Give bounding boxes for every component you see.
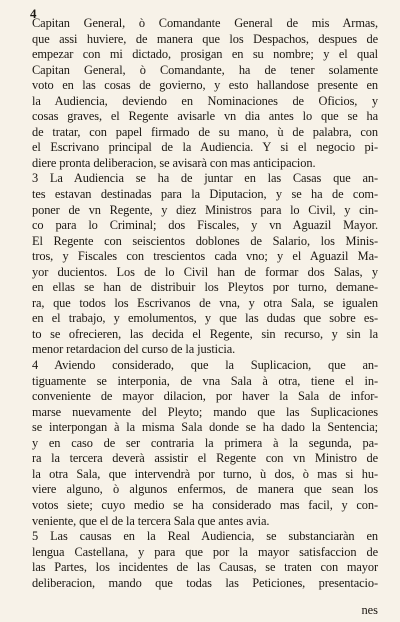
- text-line: 5 Las causas en la Real Audiencia, se substanciaràn en: [32, 529, 378, 544]
- text-line: lengua Castellana, y para que por la mayor satisfaccion de: [32, 544, 378, 559]
- text-line: en ellas se han de distribuir los Pleytos por turno, demane-: [32, 280, 378, 295]
- text-line: las Partes, los incidentes de las Causas, se traten con mayor: [32, 560, 378, 575]
- text-line: El Regente con seiscientos doblones de Salario, los Minis-: [32, 233, 378, 248]
- text-line: yor ducientos. Los de lo Civil han de formar dos Salas, y: [32, 264, 378, 279]
- text-line: cosas graves, el Regente avisarle vn dia antes lo que se ha: [32, 109, 378, 124]
- text-line: co para lo Criminal; dos Fiscales, y vn Aguazil Mayor.: [32, 218, 378, 233]
- text-line: to se ofrecieren, las decida el Regente, sin recurso, y sin la: [32, 326, 378, 341]
- catchword: nes: [361, 603, 378, 617]
- text-line: y en caso de ser contraria la primera à la segunda, pa-: [32, 435, 378, 450]
- text-line: ra, que todos los Escrivanos de vna, y otra Sala, se igualen: [32, 295, 378, 310]
- page-number: 4: [30, 6, 37, 21]
- text-line: 3 La Audiencia se ha de juntar en las Casas que an-: [32, 171, 378, 186]
- text-line: tros, y Fiscales con trescientos cada vno; y el Aguazil Ma-: [32, 249, 378, 264]
- text-line: votos siete; cuyo medio se ha considerado mas facil, y con-: [32, 497, 378, 512]
- text-line: empezar con mi dictado, prosigan en su nombre; y el qual: [32, 47, 378, 62]
- text-line: se interpongan à la misma Sala donde se ha dado la Sentencia;: [32, 420, 378, 435]
- text-line: de tratar, con papel firmado de su mano, ù de palabra, con: [32, 124, 378, 139]
- text-line: viere alguno, ò algunos enfermos, de manera que sean los: [32, 482, 378, 497]
- text-line: conveniente de mayor dilacion, por haver la Sala de infor-: [32, 389, 378, 404]
- text-line: poner de vn Regente, y diez Ministros para lo Civil, y cin-: [32, 202, 378, 217]
- text-line: Capitan General, ò Comandante General de mis Armas,: [32, 16, 378, 30]
- text-line: veniente, que el de la tercera Sala que antes avia.: [32, 513, 270, 528]
- text-line: el Escrivano principal de la Audiencia. Y si el negocio pi-: [32, 140, 378, 155]
- text-line: la Audiencia, deviendo en Nominaciones de Oficios, y: [32, 93, 378, 108]
- text-line: que assi huviere, de manera que los Despachos, despues de: [32, 31, 378, 46]
- text-line: ra la tercera deverà assistir el Regente con vn Ministro de: [32, 451, 378, 466]
- text-line: diere pronta deliberacion, se avisarà con mas anticipacion.: [32, 155, 316, 170]
- text-line: voto en las cosas de govierno, y esto hallandose presente en: [32, 78, 378, 93]
- text-line: menor retardacion del curso de la justicia.: [32, 342, 236, 357]
- text-line: deliberacion, mando que todas las Peticiones, presentacio-: [32, 575, 378, 590]
- body-text: [32, 0, 378, 591]
- text-line: en el trabajo, y emolumentos, y que las dudas que sobre es-: [32, 311, 378, 326]
- text-line: la otra Sala, que intervendrà por turno, ù dos, ò mas si hu-: [32, 466, 378, 481]
- text-line: Capitan General, ò Comandante, ha de tener solamente: [32, 62, 378, 77]
- text-line: marse nuevamente del Pleyto; mando que las Suplicaciones: [32, 404, 378, 419]
- text-line: 4 Aviendo considerado, que la Suplicacion, que an-: [32, 358, 378, 373]
- text-line: tes estavan destinadas para la Diputacion, y se ha de com-: [32, 187, 378, 202]
- text-line: tiguamente se interponia, de vna Sala à otra, tiene el in-: [32, 373, 378, 388]
